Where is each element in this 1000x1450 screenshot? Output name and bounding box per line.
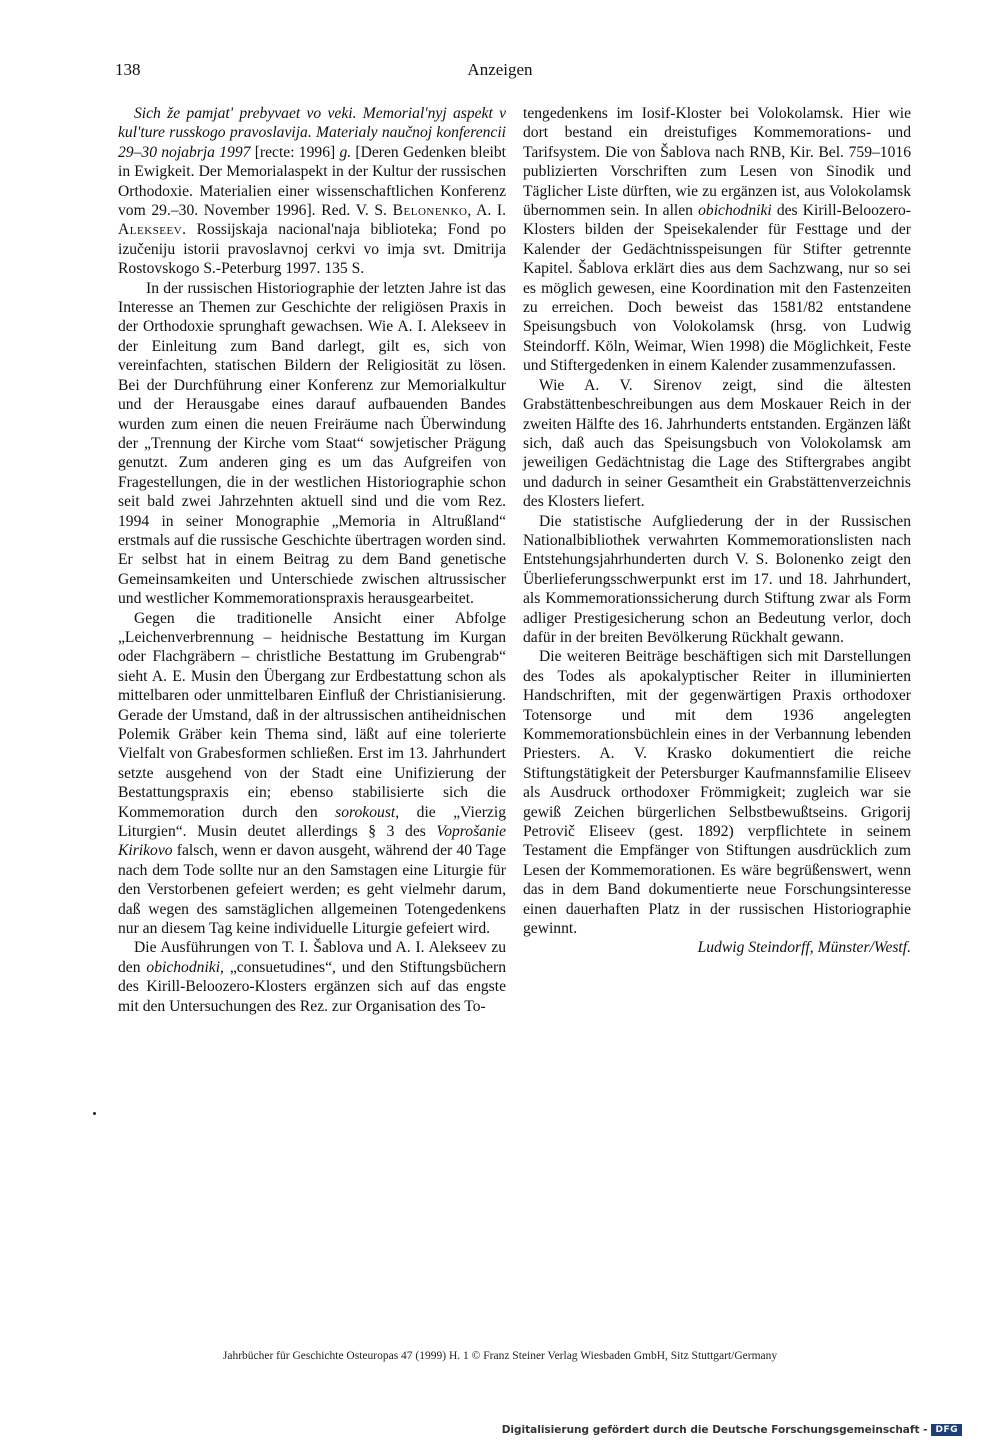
paragraph-right-1: [523, 104, 911, 376]
stray-mark: [93, 1112, 96, 1115]
p3-text-b: , „consuetudines“, und den Stiftungsbüchern des Kirill-Beloozero-Klosters ergänzen sich auf das engste mit den Untersuchungen des Rez. zur Organisation des To-: [118, 958, 506, 1015]
p3-italic-obichodniki: obichodniki: [146, 958, 221, 976]
page-number: 138: [115, 60, 141, 79]
dfg-logo-icon: DFG: [931, 1424, 962, 1436]
editor-name-1: Belonenko: [392, 202, 468, 220]
paragraph-right-2: Wie A. V. Sirenov zeigt, sind die ältesten Grabstättenbeschreibungen aus dem Moskauer Reich in der zweiten Hälfte des 16. Jahrhunderts entstanden. Ergänzen läßt sich, daß auch das Speisungsbuch von Volokolamsk am jeweiligen Gedächtnistag die Lage des Stiftergrabes angibt und dadurch in seiner Gesamtheit ein Grabstättenverzeichnis des Klosters liefert.: [523, 376, 911, 511]
p2-text-c: falsch, wenn er davon ausgeht, während der 40 Tage nach dem Tode sollte nur an den Samstagen eine Liturgie für den Verstorbenen gefeiert werden; es geht vielmehr darum, daß wegen des samstäglichen allgemeinen Totengedenkens nur an diesem Tag keine individuelle Liturgie gefeiert wird.: [118, 842, 506, 938]
p2-italic-sorokoust: sorokoust: [335, 803, 396, 821]
paragraph-right-4: Die weiteren Beiträge beschäftigen sich mit Darstellungen des Todes als apokalyptischer Reiter in illuminierten Handschriften, mit der gegenwärtigen Praxis orthodoxer Totensorge und mit dem 1936 angelegten Kommemorationsbüchlein eines in der Verbannung lebenden Priesters. A. V. Krasko dokumentiert die reiche Stiftungstätigkeit der Petersburger Kaufmannsfamilie Eliseev als Ausdruck orthodoxer Frömmigkeit; zugleich war sie gewiß Zeichen bürgerlichen Selbstbewußtseins. Grigorij Petrovič Eliseev (gest. 1892) verpflichtete in seinem Testament die Empfänger von Stiftungen ausdrücklich zum Lesen der Kommemorationen. Es wäre begrüßenswert, wenn das in dem Band dokumentierte neue Forschungsinteresse einen dauerhaften Platz in der russischen Historiographie gewinnt.: [523, 648, 911, 938]
biblio-g: g.: [339, 143, 352, 161]
paragraph-left-1: In der russischen Historiographie der letzten Jahre ist das Interesse an Themen zur Geschichte der religiösen Praxis in der Orthodoxie sprunghaft gewachsen. Wie A. I. Alekseev in der Einleitung zum Band darlegt, gilt es, sich von vereinfachten, statischen Bildern der Religiosität zu lösen. Bei der Durchführung einer Konferenz zur Memorialkultur und der Herausgabe eines darauf aufbauenden Bandes wurden zum einen die neuen Freiräume nach Überwindung der „Trennung der Kirche vom Staat“ sowjetischer Prägung genutzt. Zum anderen ging es um das Aufgreifen von Fragestellungen, die in der westlichen Historiographie schon seit bald zwei Jahrzehnten aktuell sind und die vom Rez. 1994 in seiner Monographie „Memoria in Altrußland“ erstmals auf die russische Geschichte übertragen worden sind. Er selbst hat in einem Beitrag zu dem Band genetische Gemeinsamkeiten und Unterschiede zwischen altrussischer und westlicher Kommemorationspraxis herausgearbeitet.: [118, 279, 506, 608]
p3-text-a: Die Ausführungen von T. I. Šablova und A. I. Alekseev zu den: [118, 939, 506, 976]
paragraph-left-3: [118, 938, 506, 1016]
p2-text-b: , die „Vierzig Liturgien“. Musin deutet allerdings § 3 des: [118, 803, 506, 841]
right-column: [523, 104, 911, 958]
footer-citation: Jahrbücher für Geschichte Osteuropas 47 (1999) H. 1 © Franz Steiner Verlag Wiesbaden GmbH, Sitz Stuttgart/Germany: [222, 1350, 778, 1362]
editor-name-2: Alekseev: [118, 221, 183, 239]
biblio-translation: [Deren Gedenken bleibt in Ewigkeit. Der Memorialaspekt in der Kultur der russischen Orthodoxie. Materialien einer wissenschaftlichen Konferenz vom 29.–30. November 1996]. Red. V. S.: [118, 143, 506, 220]
digitization-text: Digitalisierung gefördert durch die Deutsche Forschungsgemeinschaft -: [501, 1424, 928, 1436]
biblio-recte: [recte: 1996]: [250, 143, 340, 161]
r1-italic-obichodniki: obichodniki: [698, 202, 772, 220]
paragraph-left-2: [118, 609, 506, 939]
r1-text-b: des Kirill-Beloozero-Klosters bilden der Speisekalender für Festtage und der Kalender der Gedächtnisspeisungen für Stifter getrennte Kapitel. Šablova erklärt dies aus dem Sachzwang, nur so sei es möglich gewesen, eine Koordination mit den Fastenzeiten zu erreichen. Doch beweist das 1581/82 entstandene Speisungsbuch von Volokolamsk (hrsg. von Ludwig Steindorff. Köln, Weimar, Wien 1998) die Möglichkeit, Feste und Stiftergedenken in einem Kalender zusammenzufassen.: [523, 202, 912, 375]
bibliographic-entry: [118, 104, 506, 279]
author-signature: Ludwig Steindorff, Münster/Westf.: [697, 939, 911, 957]
r1-text-a: tengedenkens im Iosif-Kloster bei Volokolamsk. Hier wie dort bestand ein dreistufiges Kommemorations- und Tarifsystem. Die von Šablova nach RNB, Kir. Bel. 759–1016 publizierten Vorschriften zum Lesen von Sinodik und Täglicher Liste dürften, wie zu ergänzen ist, aus Volokolamsk übernommen sein. In allen: [523, 105, 911, 220]
biblio-sep: , A. I.: [467, 202, 506, 220]
p2-italic-voprosanie: Voprošanie Kirikovo: [118, 823, 506, 860]
left-column: [118, 104, 506, 1016]
p2-text-a: Gegen die traditionelle Ansicht einer Abfolge „Leichenverbrennung – heidnische Bestattung im Kurgan oder Flachgräbern – christliche Bestattung im Grubengrab“ sieht A. E. Musin den Übergang zur Erdbestattung schon als mittelbaren oder unmittelbaren Einfluß der Christianisierung. Gerade der Umstand, daß in der altrussischen antiheidnischen Polemik Gräber kein Thema sind, läßt auf eine tolerierte Vielfalt von Grabesformen schließen. Erst im 13. Jahrhundert setzte ausgehend von der Stadt eine Unifizierung der Bestattungspraxis ein; ebenso stabilisierte sich die Kommemoration durch den: [118, 609, 506, 821]
biblio-title: Sich že pamjat' prebyvaet vo veki. Memorial'nyj aspekt v kul'ture russkogo pravoslavija. Materialy naučnoj konferencii 29–30 nojabrja 1997: [118, 105, 506, 161]
digitization-notice: [502, 1424, 962, 1436]
paragraph-right-3: Die statistische Aufgliederung der in der Russischen Nationalbibliothek verwahrten Kommemorationslisten nach Entstehungsjahrhunderten durch V. S. Bolonenko zeigt den Überlieferungsschwerpunkt erst im 17. und 18. Jahrhundert, als Kommemorationssicherung durch Stiftung zwar als Form adliger Prestigesicherung schon an Bedeutung verlor, doch dafür in der breiten Bevölkerung Rückhalt gewann.: [523, 512, 911, 646]
running-head: Anzeigen: [467, 60, 533, 79]
biblio-publisher: . Rossijskaja nacional'naja biblioteka; Fond po izučeniju istorii pravoslavnoj cerkvi vo imja svt. Dmitrija Rostovskogo S.-Peterburg 1997. 135 S.: [118, 221, 506, 278]
